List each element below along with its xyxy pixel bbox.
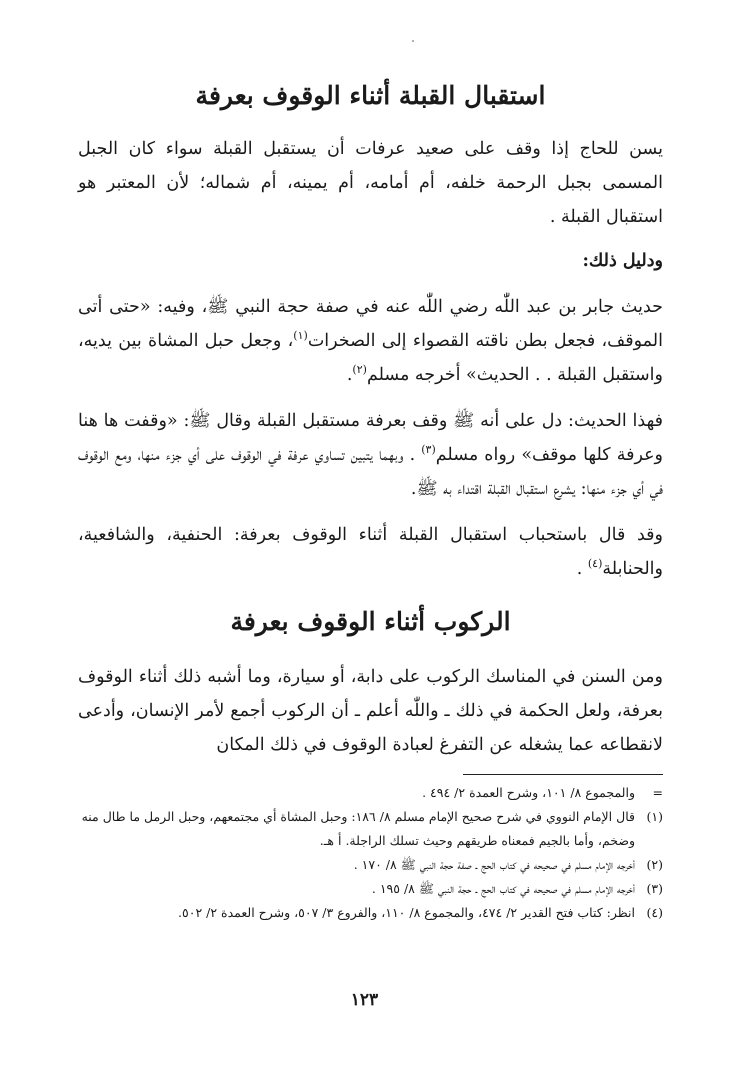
footnote-ref-4: (٤): [587, 557, 603, 571]
text-segment: .: [346, 365, 353, 385]
text-segment: .: [576, 559, 588, 579]
continuation-mark: =: [652, 785, 663, 800]
footnote-4: [78, 901, 663, 925]
paragraph-hadith-explanation: [78, 404, 663, 506]
footnote-1: [78, 805, 663, 853]
evidence-label: ودليل ذلك:: [582, 251, 663, 271]
footnotes: [78, 781, 663, 925]
footnote-ref-2: (٢): [352, 363, 367, 377]
page-body: [78, 72, 663, 925]
text-segment: حديث جابر بن عبد اللّٰه رضي اللّٰه عنه في صفة حجة النبي ﷺ، وفيه: «حتى أتى الموقف، فجعل بطن ناقته القصواء إلى الصخرات: [78, 297, 663, 351]
footnote-text: انظر: كتاب فتح القدير ٢/ ٤٧٤، والمجموع ٨/ ١١٠، والفروع ٣/ ٥٠٧، وشرح العمدة ٢/ ٥٠٢.: [178, 905, 635, 920]
scan-speck: [412, 40, 414, 42]
text-segment: ، وجعل حبل المشاة بين يديه، واستقبل القبلة . . الحديث» أخرجه مسلم: [78, 331, 663, 385]
paragraph-jabir-hadith: [78, 290, 663, 392]
paragraph-madhhabs: [78, 518, 663, 586]
footnote-number: (١): [646, 809, 663, 824]
footnote-number: (٤): [646, 905, 663, 920]
footnote-text: أخرجه الإمام مسلم في صحيحه في كتاب الحج ـ صفة حجة النبي ﷺ ٨/ ١٧٠ .: [353, 857, 635, 872]
paragraph-qibla-rule: يسن للحاج إذا وقف على صعيد عرفات أن يستقبل القبلة سواء كان الجبل المسمى بجبل الرحمة خلفه، أم أمامه، أم يمينه، أم شماله؛ لأن المعتبر هو استقبال القبلة .: [78, 139, 663, 227]
footnote-ref-1: (١): [293, 329, 308, 343]
footnote-2: [78, 853, 663, 877]
paragraph-riding: ومن السنن في المناسك الركوب على دابة، أو سيارة، وما أشبه ذلك أثناء الوقوف بعرفة، ولعل الحكمة في ذلك ـ واللّٰه أعلم ـ أن الركوب أجمع لأمر الإنسان، وأدعى لانقطاعه عما يشغله عن التفرغ لعبادة الوقوف في ذلك المكان: [78, 667, 663, 755]
footnote-ref-3: (٣): [421, 443, 436, 457]
footnote-number: (٢): [646, 857, 663, 872]
footnote-text: أخرجه الإمام مسلم في صحيحه في كتاب الحج ـ حجة النبي ﷺ ٨/ ١٩٥ .: [371, 881, 635, 896]
text-segment: . وبهما يتبين تساوي عرفة في الوقوف على أي جزء منها، ومع الوقوف في أي جزء منها: يشرع استقبال القبلة اقتداء به ﷺ.: [78, 445, 663, 499]
footnote-3: [78, 877, 663, 901]
footnote-text: والمجموع ٨/ ١٠١، وشرح العمدة ٢/ ٤٩٤ .: [422, 785, 635, 800]
footnote-text: قال الإمام النووي في شرح صحيح الإمام مسلم ٨/ ١٨٦: وحبل المشاة أي مجتمعهم، وحبل الرمل ما طال منه وضخم، وأما بالجيم فمعناه طريقهم وحيث تسلك الراجلة. أ هـ.: [81, 809, 635, 848]
footnote-number: (٣): [646, 881, 663, 896]
section-heading-riding: الركوب أثناء الوقوف بعرفة: [230, 607, 511, 636]
page-number: ١٢٣: [350, 990, 379, 1010]
footnote-continuation: [78, 781, 663, 805]
text-segment: وقد قال باستحباب استقبال القبلة أثناء الوقوف بعرفة: الحنفية، والشافعية، والحنابلة: [78, 525, 663, 579]
section-heading-qibla: استقبال القبلة أثناء الوقوف بعرفة: [195, 81, 546, 110]
footnote-divider: [463, 774, 663, 775]
text-segment: فهذا الحديث: دل على أنه ﷺ وقف بعرفة مستقبل القبلة وقال ﷺ: «وقفت ها هنا وعرفة كلها موقف» رواه مسلم: [78, 411, 663, 465]
